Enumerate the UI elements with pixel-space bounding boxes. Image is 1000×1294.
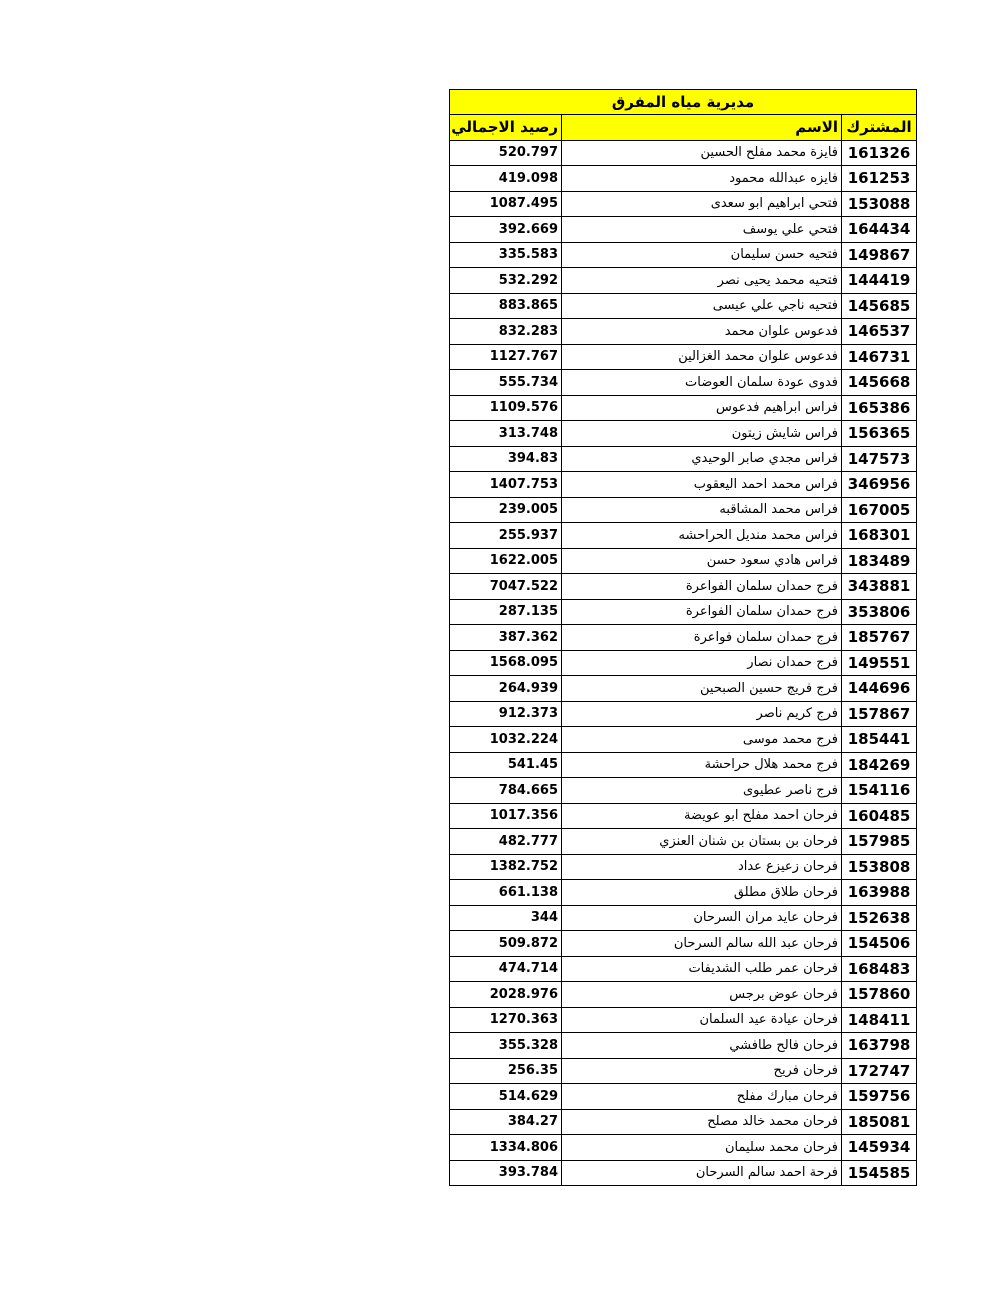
balance-cell: 1334.806 bbox=[450, 1135, 562, 1161]
balance-cell: 509.872 bbox=[450, 931, 562, 957]
balance-cell: 1407.753 bbox=[450, 472, 562, 498]
subscriber-id-cell: 146537 bbox=[842, 319, 917, 345]
table-row bbox=[450, 523, 917, 549]
subscriber-id-cell: 343881 bbox=[842, 574, 917, 600]
name-cell: فرج محمد هلال حراحشة bbox=[562, 752, 842, 778]
table-row bbox=[450, 854, 917, 880]
subscriber-id-cell: 167005 bbox=[842, 497, 917, 523]
table-row bbox=[450, 1135, 917, 1161]
table-row bbox=[450, 293, 917, 319]
table-row bbox=[450, 803, 917, 829]
table-row bbox=[450, 344, 917, 370]
balance-cell: 387.362 bbox=[450, 625, 562, 651]
name-cell: فدعوس علوان محمد bbox=[562, 319, 842, 345]
name-cell: فتحيه حسن سليمان bbox=[562, 242, 842, 268]
balance-cell: 912.373 bbox=[450, 701, 562, 727]
subscriber-id-cell: 154506 bbox=[842, 931, 917, 957]
table-row bbox=[450, 472, 917, 498]
name-cell: فرج كريم ناصر bbox=[562, 701, 842, 727]
name-cell: فرحان عوض برجس bbox=[562, 982, 842, 1008]
table-row bbox=[450, 625, 917, 651]
subscriber-id-cell: 156365 bbox=[842, 421, 917, 447]
subscriber-id-cell: 183489 bbox=[842, 548, 917, 574]
table-row bbox=[450, 370, 917, 396]
subscriber-id-cell: 154116 bbox=[842, 778, 917, 804]
name-cell: فراس شايش زيتون bbox=[562, 421, 842, 447]
name-cell: فتحيه ناجي علي عيسى bbox=[562, 293, 842, 319]
table-row bbox=[450, 166, 917, 192]
balance-cell: 1032.224 bbox=[450, 727, 562, 753]
subscriber-id-cell: 144419 bbox=[842, 268, 917, 294]
subscriber-id-cell: 185767 bbox=[842, 625, 917, 651]
name-cell: فرج حمدان سلمان فواعرة bbox=[562, 625, 842, 651]
table-row bbox=[450, 574, 917, 600]
subscriber-id-cell: 168483 bbox=[842, 956, 917, 982]
subscriber-id-cell: 184269 bbox=[842, 752, 917, 778]
balance-cell: 474.714 bbox=[450, 956, 562, 982]
balance-cell: 335.583 bbox=[450, 242, 562, 268]
name-cell: فرج فريج حسين الصبحين bbox=[562, 676, 842, 702]
subscriber-id-cell: 161326 bbox=[842, 140, 917, 166]
balance-cell: 1127.767 bbox=[450, 344, 562, 370]
table-row bbox=[450, 1109, 917, 1135]
name-cell: فتحي ابراهيم ابو سعدى bbox=[562, 191, 842, 217]
name-cell: فتحيه محمد يحيى نصر bbox=[562, 268, 842, 294]
balance-cell: 482.777 bbox=[450, 829, 562, 855]
table-row bbox=[450, 829, 917, 855]
table-row bbox=[450, 1084, 917, 1110]
table-row bbox=[450, 446, 917, 472]
subscriber-id-cell: 157867 bbox=[842, 701, 917, 727]
title-row bbox=[450, 90, 917, 115]
subscriber-id-cell: 346956 bbox=[842, 472, 917, 498]
table-row bbox=[450, 905, 917, 931]
balance-cell: 264.939 bbox=[450, 676, 562, 702]
subscriber-id-cell: 146731 bbox=[842, 344, 917, 370]
name-cell: فرج ناصر عطيوى bbox=[562, 778, 842, 804]
name-cell: فايزه عبدالله محمود bbox=[562, 166, 842, 192]
balance-cell: 514.629 bbox=[450, 1084, 562, 1110]
name-cell: فرحان عايد مران السرحان bbox=[562, 905, 842, 931]
name-cell: فرحان بن بستان بن شنان العنزي bbox=[562, 829, 842, 855]
name-cell: فرحان محمد خالد مصلح bbox=[562, 1109, 842, 1135]
table-row bbox=[450, 727, 917, 753]
balance-cell: 832.283 bbox=[450, 319, 562, 345]
subscriber-id-cell: 157860 bbox=[842, 982, 917, 1008]
sheet-title: مديرية مياه المفرق bbox=[450, 90, 917, 115]
table-row bbox=[450, 395, 917, 421]
column-header-name: الاسم bbox=[562, 115, 842, 141]
subscriber-id-cell: 153088 bbox=[842, 191, 917, 217]
table-row bbox=[450, 268, 917, 294]
subscriber-id-cell: 168301 bbox=[842, 523, 917, 549]
name-cell: فرحان طلاق مطلق bbox=[562, 880, 842, 906]
subscribers-table bbox=[449, 89, 917, 1186]
balance-cell: 255.937 bbox=[450, 523, 562, 549]
subscriber-id-cell: 149867 bbox=[842, 242, 917, 268]
subscriber-id-cell: 161253 bbox=[842, 166, 917, 192]
balance-cell: 1087.495 bbox=[450, 191, 562, 217]
subscriber-id-cell: 147573 bbox=[842, 446, 917, 472]
column-header-subscriber: المشترك bbox=[842, 115, 917, 141]
table-row bbox=[450, 650, 917, 676]
name-cell: فرج حمدان نصار bbox=[562, 650, 842, 676]
name-cell: فرحان مبارك مفلح bbox=[562, 1084, 842, 1110]
balance-cell: 394.83 bbox=[450, 446, 562, 472]
table-row bbox=[450, 1007, 917, 1033]
table-row bbox=[450, 191, 917, 217]
balance-cell: 256.35 bbox=[450, 1058, 562, 1084]
name-cell: فدعوس علوان محمد الغزالين bbox=[562, 344, 842, 370]
subscriber-id-cell: 160485 bbox=[842, 803, 917, 829]
balance-cell: 7047.522 bbox=[450, 574, 562, 600]
subscriber-id-cell: 172747 bbox=[842, 1058, 917, 1084]
balance-cell: 419.098 bbox=[450, 166, 562, 192]
table-row bbox=[450, 1160, 917, 1186]
subscriber-id-cell: 185441 bbox=[842, 727, 917, 753]
name-cell: فرحة احمد سالم السرحان bbox=[562, 1160, 842, 1186]
balance-cell: 1568.095 bbox=[450, 650, 562, 676]
subscriber-id-cell: 149551 bbox=[842, 650, 917, 676]
name-cell: فرحان احمد مفلح ابو عويضة bbox=[562, 803, 842, 829]
name-cell: فراس محمد احمد اليعقوب bbox=[562, 472, 842, 498]
table-row bbox=[450, 752, 917, 778]
subscriber-id-cell: 152638 bbox=[842, 905, 917, 931]
name-cell: فراس محمد المشاقبه bbox=[562, 497, 842, 523]
table-row bbox=[450, 1058, 917, 1084]
subscriber-id-cell: 353806 bbox=[842, 599, 917, 625]
subscriber-id-cell: 163798 bbox=[842, 1033, 917, 1059]
balance-cell: 532.292 bbox=[450, 268, 562, 294]
header-row bbox=[450, 115, 917, 141]
balance-cell: 883.865 bbox=[450, 293, 562, 319]
name-cell: فتحي علي يوسف bbox=[562, 217, 842, 243]
balance-cell: 1382.752 bbox=[450, 854, 562, 880]
table-row bbox=[450, 676, 917, 702]
table-row bbox=[450, 701, 917, 727]
subscriber-id-cell: 163988 bbox=[842, 880, 917, 906]
balance-cell: 1109.576 bbox=[450, 395, 562, 421]
subscriber-id-cell: 148411 bbox=[842, 1007, 917, 1033]
name-cell: فرحان فالح طافشي bbox=[562, 1033, 842, 1059]
name-cell: فراس محمد منديل الحراحشه bbox=[562, 523, 842, 549]
name-cell: فرحان عمر طلب الشديفات bbox=[562, 956, 842, 982]
table-row bbox=[450, 242, 917, 268]
balance-cell: 555.734 bbox=[450, 370, 562, 396]
name-cell: فرج حمدان سلمان الفواعرة bbox=[562, 599, 842, 625]
table-row bbox=[450, 217, 917, 243]
balance-cell: 520.797 bbox=[450, 140, 562, 166]
subscriber-id-cell: 145685 bbox=[842, 293, 917, 319]
table-row bbox=[450, 140, 917, 166]
name-cell: فايزة محمد مفلح الحسين bbox=[562, 140, 842, 166]
name-cell: فراس هادي سعود حسن bbox=[562, 548, 842, 574]
subscriber-id-cell: 159756 bbox=[842, 1084, 917, 1110]
name-cell: فرحان عيادة عيد السلمان bbox=[562, 1007, 842, 1033]
balance-cell: 313.748 bbox=[450, 421, 562, 447]
table-row bbox=[450, 599, 917, 625]
balance-cell: 344 bbox=[450, 905, 562, 931]
name-cell: فدوى عودة سلمان العوضات bbox=[562, 370, 842, 396]
subscriber-id-cell: 157985 bbox=[842, 829, 917, 855]
balance-cell: 1270.363 bbox=[450, 1007, 562, 1033]
table-row bbox=[450, 319, 917, 345]
balance-cell: 287.135 bbox=[450, 599, 562, 625]
name-cell: فرج محمد موسى bbox=[562, 727, 842, 753]
balance-cell: 784.665 bbox=[450, 778, 562, 804]
subscriber-id-cell: 154585 bbox=[842, 1160, 917, 1186]
subscriber-id-cell: 145934 bbox=[842, 1135, 917, 1161]
subscriber-id-cell: 144696 bbox=[842, 676, 917, 702]
subscriber-id-cell: 145668 bbox=[842, 370, 917, 396]
name-cell: فرحان محمد سليمان bbox=[562, 1135, 842, 1161]
name-cell: فرحان فريح bbox=[562, 1058, 842, 1084]
balance-cell: 1622.005 bbox=[450, 548, 562, 574]
balance-cell: 661.138 bbox=[450, 880, 562, 906]
name-cell: فرحان عبد الله سالم السرحان bbox=[562, 931, 842, 957]
subscriber-id-cell: 164434 bbox=[842, 217, 917, 243]
balance-cell: 541.45 bbox=[450, 752, 562, 778]
subscriber-id-cell: 165386 bbox=[842, 395, 917, 421]
table-row bbox=[450, 1033, 917, 1059]
table-row bbox=[450, 548, 917, 574]
balance-cell: 355.328 bbox=[450, 1033, 562, 1059]
name-cell: فراس مجدي صابر الوحيدي bbox=[562, 446, 842, 472]
name-cell: فرحان زعيزع عداد bbox=[562, 854, 842, 880]
subscriber-id-cell: 153808 bbox=[842, 854, 917, 880]
column-header-balance: رصيد الاجمالي bbox=[450, 115, 562, 141]
balance-cell: 393.784 bbox=[450, 1160, 562, 1186]
balance-cell: 384.27 bbox=[450, 1109, 562, 1135]
table-row bbox=[450, 880, 917, 906]
subscriber-id-cell: 185081 bbox=[842, 1109, 917, 1135]
balance-cell: 2028.976 bbox=[450, 982, 562, 1008]
table-row bbox=[450, 982, 917, 1008]
balance-cell: 392.669 bbox=[450, 217, 562, 243]
balance-cell: 239.005 bbox=[450, 497, 562, 523]
table-row bbox=[450, 956, 917, 982]
table-row bbox=[450, 778, 917, 804]
name-cell: فرج حمدان سلمان الفواعرة bbox=[562, 574, 842, 600]
table-row bbox=[450, 421, 917, 447]
table-row bbox=[450, 497, 917, 523]
name-cell: فراس ابراهيم فدعوس bbox=[562, 395, 842, 421]
table-row bbox=[450, 931, 917, 957]
balance-cell: 1017.356 bbox=[450, 803, 562, 829]
